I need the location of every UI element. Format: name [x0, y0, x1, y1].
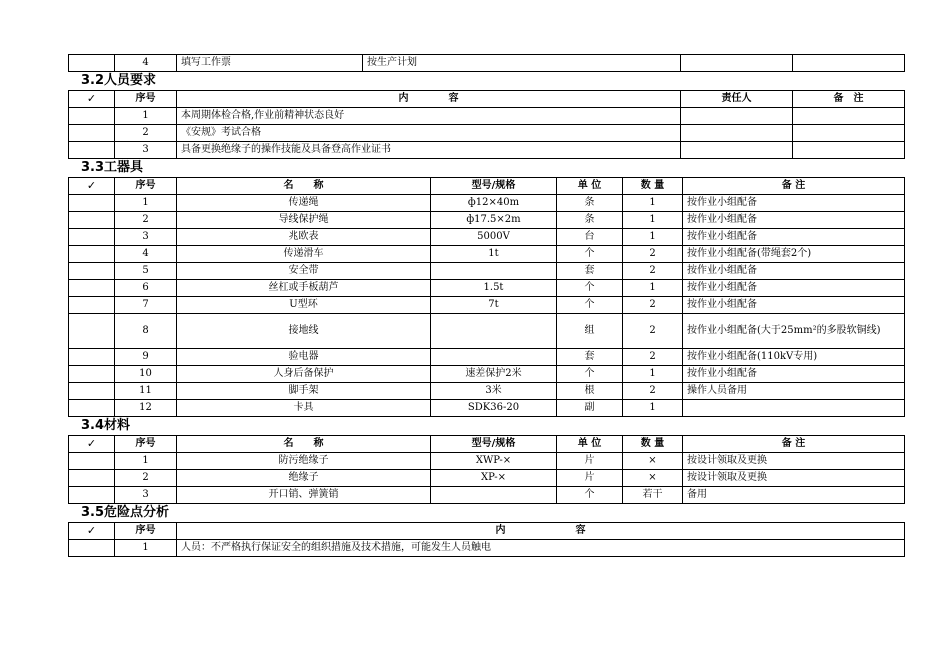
- item-name: 防污绝缘子: [177, 453, 431, 470]
- table-row: 1 本周期体检合格,作业前精神状态良好: [69, 108, 905, 125]
- row-number: 9: [115, 349, 177, 366]
- item-name: 验电器: [177, 349, 431, 366]
- item-unit: 组: [557, 314, 623, 349]
- item-unit: 台: [557, 229, 623, 246]
- materials-body: [69, 453, 905, 504]
- table-row: [69, 453, 905, 470]
- item-model: [431, 487, 557, 504]
- table-header-row: ✓ 序号 名 称 型号/规格 单 位 数 量 备 注: [69, 178, 905, 195]
- task-basis: 按生产计划: [363, 55, 681, 72]
- item-unit: 个: [557, 487, 623, 504]
- item-name: 传递滑车: [177, 246, 431, 263]
- item-remark: 按设计领取及更换: [683, 453, 905, 470]
- table-row: [69, 383, 905, 400]
- item-model: [431, 314, 557, 349]
- table-row: [69, 195, 905, 212]
- hazards-table: [68, 522, 905, 557]
- item-unit: 套: [557, 263, 623, 280]
- item-qty: 2: [623, 349, 683, 366]
- item-remark: 按作业小组配备(110kV专用): [683, 349, 905, 366]
- item-model: ф12×40m: [431, 195, 557, 212]
- item-qty: 1: [623, 280, 683, 297]
- table-row: [69, 280, 905, 297]
- item-remark: 操作人员备用: [683, 383, 905, 400]
- item-unit: 个: [557, 280, 623, 297]
- item-name: 导线保护绳: [177, 212, 431, 229]
- item-remark: 按作业小组配备: [683, 297, 905, 314]
- item-unit: 副: [557, 400, 623, 417]
- item-qty: 1: [623, 212, 683, 229]
- row-number: 7: [115, 297, 177, 314]
- item-remark: 按作业小组配备: [683, 263, 905, 280]
- row-number: 4: [115, 55, 177, 72]
- item-qty: 2: [623, 314, 683, 349]
- item-unit: 片: [557, 470, 623, 487]
- row-number: 2: [115, 470, 177, 487]
- item-name: 兆欧表: [177, 229, 431, 246]
- item-unit: 个: [557, 297, 623, 314]
- section-title-personnel: 3.2人员要求: [81, 73, 157, 88]
- item-model: SDK36-20: [431, 400, 557, 417]
- item-qty: 2: [623, 263, 683, 280]
- materials-table: [68, 435, 905, 504]
- item-remark: 按作业小组配备(大于25mm²的多股软铜线): [683, 314, 905, 349]
- item-model: 5000V: [431, 229, 557, 246]
- item-model: 3米: [431, 383, 557, 400]
- item-name: 丝杠或手板葫芦: [177, 280, 431, 297]
- item-model: XP-×: [431, 470, 557, 487]
- item-name: 接地线: [177, 314, 431, 349]
- item-name: 人身后备保护: [177, 366, 431, 383]
- item-qty: 1: [623, 195, 683, 212]
- table-row: [69, 297, 905, 314]
- table-row: 2 《安规》考试合格: [69, 125, 905, 142]
- item-unit: 条: [557, 212, 623, 229]
- item-qty: 2: [623, 246, 683, 263]
- item-name: 安全带: [177, 263, 431, 280]
- item-remark: 按作业小组配备: [683, 229, 905, 246]
- item-remark: 按作业小组配备: [683, 195, 905, 212]
- task-item: 填写工作票: [177, 55, 363, 72]
- item-name: 绝缘子: [177, 470, 431, 487]
- row-number: 8: [115, 314, 177, 349]
- item-remark: 按作业小组配备: [683, 366, 905, 383]
- table-row: [69, 400, 905, 417]
- section-title-tools: 3.3工器具: [81, 160, 144, 175]
- item-qty: 1: [623, 400, 683, 417]
- item-unit: 片: [557, 453, 623, 470]
- item-remark: 备用: [683, 487, 905, 504]
- task-table: [68, 54, 905, 72]
- row-number: 2: [115, 212, 177, 229]
- row-number: 1: [115, 453, 177, 470]
- item-unit: 个: [557, 246, 623, 263]
- no-header: 序号: [115, 91, 177, 108]
- item-model: 1.5t: [431, 280, 557, 297]
- table-row: [69, 470, 905, 487]
- table-row: [69, 366, 905, 383]
- remark-header: 备 注: [793, 91, 905, 108]
- row-number: 3: [115, 229, 177, 246]
- row-number: 12: [115, 400, 177, 417]
- item-remark: 按作业小组配备(带绳套2个): [683, 246, 905, 263]
- item-name: 开口销、弹簧销: [177, 487, 431, 504]
- item-name: 脚手架: [177, 383, 431, 400]
- table-row: [69, 487, 905, 504]
- item-model: [431, 263, 557, 280]
- item-remark: [683, 400, 905, 417]
- item-unit: 根: [557, 383, 623, 400]
- row-number: 10: [115, 366, 177, 383]
- tools-body: [69, 195, 905, 417]
- item-qty: ×: [623, 470, 683, 487]
- item-qty: 若干: [623, 487, 683, 504]
- table-row: [69, 55, 905, 72]
- item-qty: 1: [623, 229, 683, 246]
- item-remark: 按设计领取及更换: [683, 470, 905, 487]
- responsible-header: 责任人: [681, 91, 793, 108]
- item-model: [431, 349, 557, 366]
- item-model: XWP-×: [431, 453, 557, 470]
- table-header-row: ✓ 序号 名 称 型号/规格 单 位 数 量 备 注: [69, 436, 905, 453]
- item-unit: 条: [557, 195, 623, 212]
- item-qty: ×: [623, 453, 683, 470]
- personnel-table: [68, 90, 905, 159]
- table-row: [69, 314, 905, 349]
- item-remark: 按作业小组配备: [683, 280, 905, 297]
- item-qty: 1: [623, 366, 683, 383]
- tools-table: [68, 177, 905, 417]
- item-model: 7t: [431, 297, 557, 314]
- table-row: [69, 212, 905, 229]
- section-title-materials: 3.4材料: [81, 418, 131, 433]
- item-name: U型环: [177, 297, 431, 314]
- document-page: [68, 54, 904, 557]
- table-row: [69, 349, 905, 366]
- table-row: 3 具备更换绝缘子的操作技能及具备登高作业证书: [69, 142, 905, 159]
- row-number: 5: [115, 263, 177, 280]
- table-row: [69, 246, 905, 263]
- item-name: 传递绳: [177, 195, 431, 212]
- item-remark: 按作业小组配备: [683, 212, 905, 229]
- check-header: ✓: [69, 91, 115, 108]
- section-title-hazards: 3.5危险点分析: [81, 505, 170, 520]
- item-name: 卡具: [177, 400, 431, 417]
- row-number: 11: [115, 383, 177, 400]
- item-qty: 2: [623, 383, 683, 400]
- row-number: 1: [115, 195, 177, 212]
- item-model: ф17.5×2m: [431, 212, 557, 229]
- row-number: 6: [115, 280, 177, 297]
- item-model: 1t: [431, 246, 557, 263]
- content-header: 内 容: [177, 91, 681, 108]
- table-header-row: [69, 91, 905, 108]
- table-row: 1 人员：不严格执行保证安全的组织措施及技术措施，可能发生人员触电: [69, 540, 905, 557]
- table-row: [69, 229, 905, 246]
- item-qty: 2: [623, 297, 683, 314]
- table-header-row: ✓ 序号 内 容: [69, 523, 905, 540]
- item-unit: 个: [557, 366, 623, 383]
- row-number: 3: [115, 487, 177, 504]
- table-row: [69, 263, 905, 280]
- item-unit: 套: [557, 349, 623, 366]
- row-number: 4: [115, 246, 177, 263]
- item-model: 速差保护2米: [431, 366, 557, 383]
